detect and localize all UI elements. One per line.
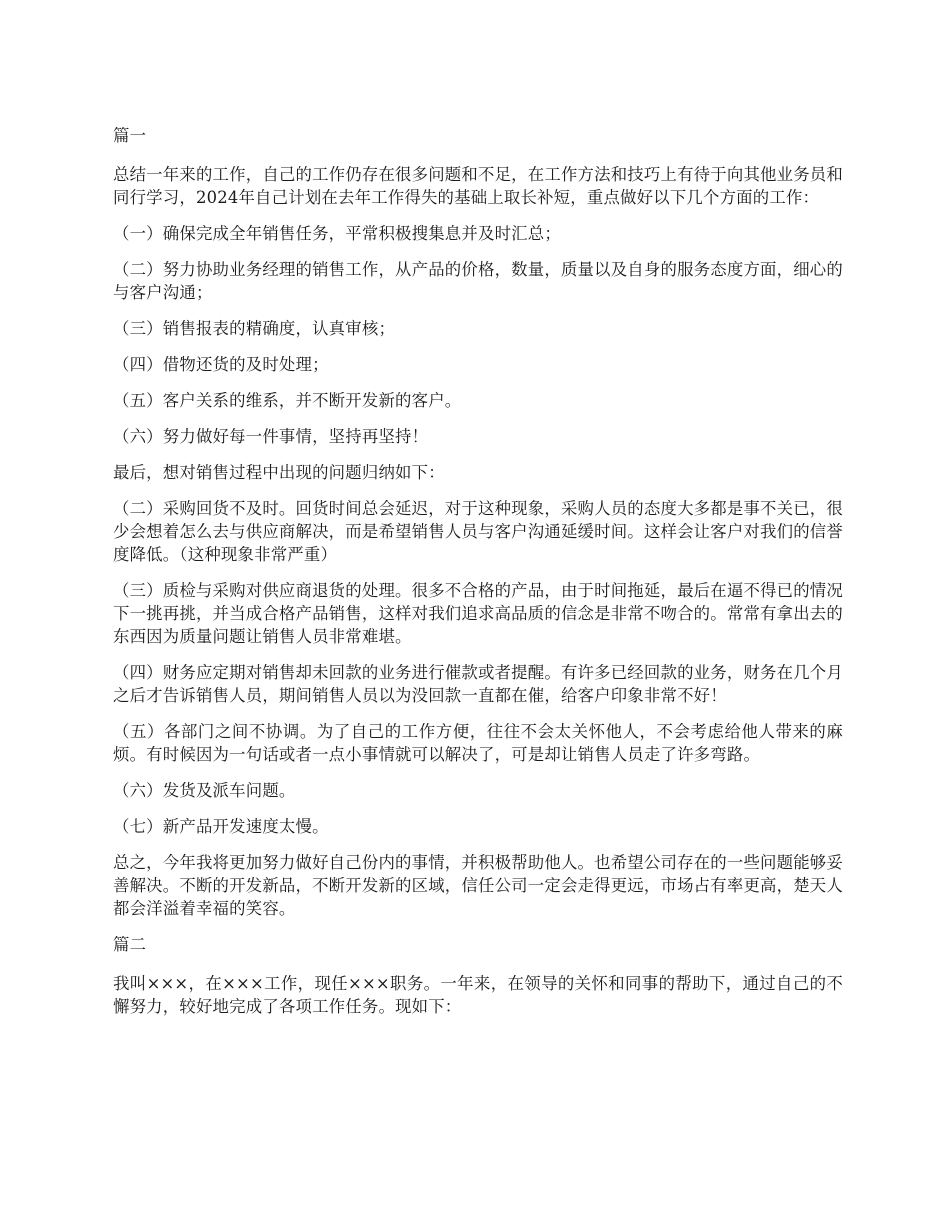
list-item: （三）质检与采购对供应商退货的处理。很多不合格的产品，由于时间拖延，最后在逼不得已的情况下一挑再挑，并当成合格产品销售，这样对我们追求高品质的信念是非常不吻合的。常常有拿出去的东西因为质量问题让销售人员非常难堪。 [113, 581, 843, 646]
list-item: （四）借物还货的及时处理； [113, 355, 329, 374]
document-body [113, 124, 843, 1031]
list-item: （六）发货及派车问题。 [113, 781, 296, 800]
list-item: （一）确保完成全年销售任务，平常积极搜集息并及时汇总； [113, 224, 561, 243]
section-heading: 篇一 [113, 126, 147, 145]
list-item: （二）努力协助业务经理的销售工作，从产品的价格，数量，质量以及自身的服务态度方面，细心的与客户沟通； [113, 260, 843, 302]
paragraph: 总结一年来的工作，自己的工作仍存在很多问题和不足，在工作方法和技巧上有待于向其他业务员和同行学习，2024年自己计划在去年工作得失的基础上取长补短，重点做好以下几个方面的工作： [113, 165, 843, 207]
list-item: （二）采购回货不及时。回货时间总会延迟，对于这种现象，采购人员的态度大多都是事不关已，很少会想着怎么去与供应商解决，而是希望销售人员与客户沟通延缓时间。这样会让客户对我们的信誉度降低。（这种现象非常严重） [113, 499, 843, 564]
list-item: （五）各部门之间不协调。为了自己的工作方便，往往不会太关怀他人，不会考虑给他人带来的麻烦。有时候因为一句话或者一点小事情就可以解决了，可是却让销售人员走了许多弯路。 [113, 722, 843, 764]
list-item: （六）努力做好每一件事情，坚持再坚持！ [113, 427, 429, 446]
list-item: （四）财务应定期对销售却未回款的业务进行催款或者提醒。有许多已经回款的业务，财务在几个月之后才告诉销售人员，期间销售人员以为没回款一直都在催，给客户印象非常不好！ [113, 663, 843, 705]
section-heading: 篇二 [113, 935, 147, 954]
list-item: （三）销售报表的精确度，认真审核； [113, 319, 396, 338]
paragraph: 我叫×××，在×××工作，现任×××职务。一年来，在领导的关怀和同事的帮助下，通过自己的不懈努力，较好地完成了各项工作任务。现如下： [113, 974, 843, 1016]
paragraph: 总之，今年我将更加努力做好自己份内的事情，并积极帮助他人。也希望公司存在的一些问题能够妥善解决。不断的开发新品，不断开发新的区域，信任公司一定会走得更远，市场占有率更高，楚天人都会洋溢着幸福的笑容。 [113, 853, 843, 918]
paragraph: 最后，想对销售过程中出现的问题归纳如下： [113, 463, 445, 482]
list-item: （七）新产品开发速度太慢。 [113, 817, 329, 836]
list-item: （五）客户关系的维系，并不断开发新的客户。 [113, 391, 462, 410]
